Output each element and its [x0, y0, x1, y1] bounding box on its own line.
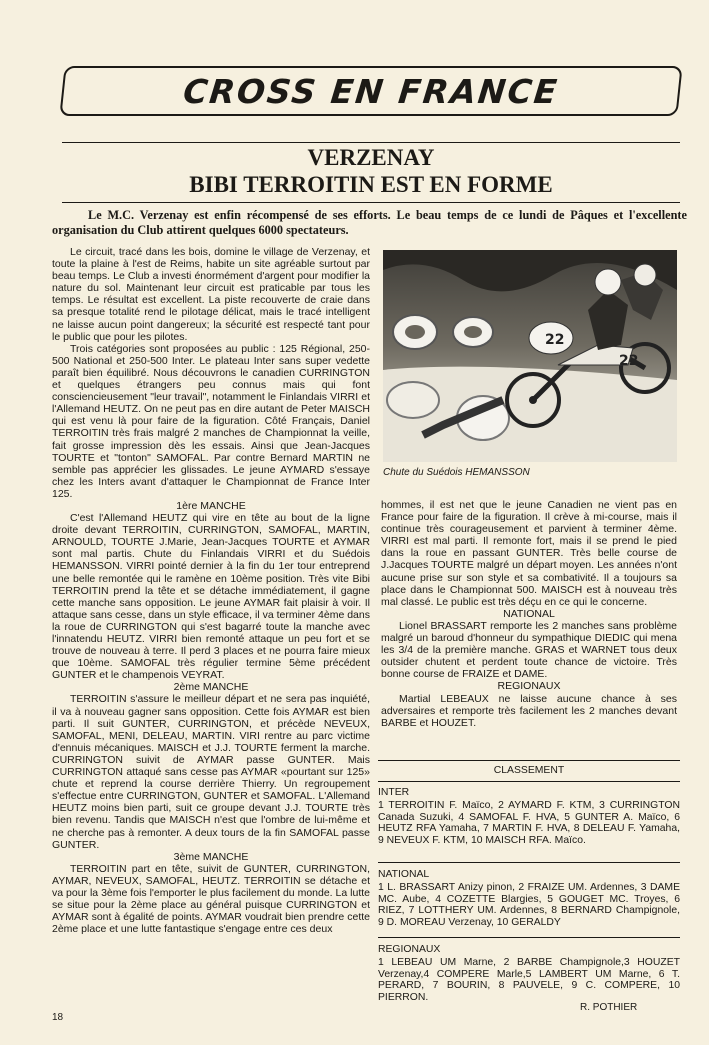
classement-inter-label: INTER: [378, 787, 410, 798]
article-paragraph: Trois catégories sont proposées au public : 125 Régional, 250-500 National et 250-500 Inter. Le plateau Inter sans super vedette paraît bien équilibré. Nous découvrons le canadien CURRINGTON et quelques étrangers peu connus mais qui font consciencieusement "leur travail", notamment le Finlandais VIRRI et l'Allemand HEUTZ. On ne peut pas en dire autant de Peter MAISCH qui est venu là pour faire de la figuration. Côté Français, Daniel TERROITIN très frais malgré 2 manches de Championnat la veille, fait grosse impression dès les essais. Ainsi que Jean-Jacques TOURTE et "tonton" SAMOFAL. Par contre Bernard MARTIN ne semble pas apprécier les glissades. Le jeune AYMARD s'essaye chez les Inters avant d'attaquer le Championnat de France Inter 125.: [52, 342, 370, 500]
headline-top-rule: [62, 142, 680, 143]
section-heading-manche-1: 1ère MANCHE: [176, 499, 246, 512]
section-heading-regionaux: REGIONAUX: [497, 680, 561, 693]
classement-inter: [378, 787, 680, 847]
classement-rule: [378, 760, 680, 761]
article-paragraph: Martial LEBEAUX ne laisse aucune chance à ses adversaires et remporte très facilement les 2 manches devant BARBE et HOUZET.: [381, 692, 677, 729]
race-photo: [383, 250, 677, 462]
lede: Le M.C. Verzenay est enfin récompensé de ses efforts. Le beau temps de ce lundi de Pâques et l'excellente organisation du Club attirent quelques 6000 spectateurs.: [52, 208, 687, 237]
section-heading-manche-3: 3ème MANCHE: [173, 850, 249, 863]
headline-location: VERZENAY: [307, 145, 435, 170]
photo-caption: Chute du Suédois HEMANSSON: [383, 467, 530, 478]
classement-rule: [378, 937, 680, 938]
right-column: [381, 499, 677, 729]
author: R. POTHIER: [580, 1002, 638, 1013]
headline-title: BIBI TERROITIN EST EN FORME: [189, 172, 553, 197]
article-paragraph: TERROITIN part en tête, suivit de GUNTER, CURRINGTON, AYMAR, NEVEUX, SAMOFAL, HEUTZ. TERROITIN se détache et va pour la 3ème fois l'emporter le plus facilement du monde. La lutte se situe pour la 2ème place au général puisque CURRINGTON et AYMAR sont à égalité de points. AYMAR voudrait bien prendre cette 2ème place et une lutte fantastique s'engage entre ces deux: [52, 862, 370, 936]
classement-title: CLASSEMENT: [493, 765, 565, 776]
article-paragraph: hommes, il est net que le jeune Canadien ne vient pas en France pour faire de la figuration. Il crève à mi-course, mais il continue très courageusement et parvient à terminer 4ème. VIRRI est mal parti. Il remonte fort, mais il se prend le pied dans la roue en passant GUNTER. Très belle course de J.Jacques TOURTE malgré un départ moyen. Les années n'ont aucune prise sur son style et sa combativité. Il a toujours sa place dans le Championnat 500. MAISCH est à nouveau très mal classé. Le public est très déçu en ce qui le concerne.: [381, 499, 677, 608]
article-paragraph: C'est l'Allemand HEUTZ qui vire en tête au bout de la ligne droite devant TERROITIN, CURRINGTON, SAMOFAL, MARTIN, ARNOULD, TOURTE J.Marie, Jean-Jacques TOURTE et AYMAR sont mal partis. Chute du Finlandais VIRRI et du Suédois HEMANSSON. VIRRI pointé dernier à la fin du 1er tour entreprend une belle remontée qui le ramène en 10ème position. Très vite Bibi TERROITIN prend la tête et se détache immédiatement, il gagne cette manche sans opposition. Le jeune AYMAR fait plaisir à voir. Il attaque sans cesse, dans un style efficace, il va terminer 4ème dans la roue de CURRINGTON qui s'est bagarré toute la manche avec l'innatendu HEUTZ. VIRRI bien remonté attaque un peu fort et se trouve de nouveau à terre. Il perd 3 places et ne pourra faire mieux que 10ème. SAMOFAL très régulier termine 5ème précédent GUNTER et le champenois VEYRAT.: [52, 512, 370, 682]
headline-bottom-rule: [62, 202, 680, 203]
photo-illustration: [383, 250, 677, 462]
photo-race-number-front: 22: [545, 332, 565, 348]
left-column: [52, 246, 370, 935]
classement-regionaux: [378, 944, 680, 1004]
article-paragraph: Le circuit, tracé dans les bois, domine le village de Verzenay, et toute la plaine à l'est de Reims, habite un site agréable surtout par beau temps. Le Club a investi énormément d'argent pour modifier la nature du sol. Maintenant leur circuit est praticable par tous les temps. Le résultat est excellent. La piste recouverte de craie dans sa presque totalité rend le pilotage délicat, mais le tracé intelligent ne laisse aucun point dangereux; la sécurité est respecté tant pour le public que pour les pilotes.: [52, 246, 370, 343]
classement-regionaux-label: REGIONAUX: [378, 944, 441, 955]
classement-national-label: NATIONAL: [378, 869, 430, 880]
classement-rule: [378, 862, 680, 863]
section-heading-national: NATIONAL: [503, 607, 555, 620]
page-number: 18: [52, 1012, 64, 1023]
classement-inter-results: 1 TERROITIN F. Maïco, 2 AYMARD F. KTM, 3 CURRINGTON Canada Suzuki, 4 SAMOFAL F. HVA, 5 GUNTER A. Maïco, 6 HEUTZ RFA Yamaha, 7 MARTIN F. HVA, 8 DELEAU F. Yamaha, 9 NEVEUX F. KTM, 10 MAISCH RFA. Maïco.: [378, 799, 680, 847]
classement-national-results: 1 L. BRASSART Anizy pinon, 2 FRAIZE UM. Ardennes, 3 DAME MC. Aube, 4 COZETTE Blargies, 5 GOUGET MC. Troyes, 6 RIEZ, 7 LOTTHERY UM. Ardennes, 8 BERNARD Champignole, 9 D. MOREAU Verzenay, 10 GERALDY: [378, 881, 680, 929]
section-heading-manche-2: 2ème MANCHE: [173, 681, 249, 694]
section-banner: CROSS EN FRANCE: [59, 66, 682, 116]
classement-national: [378, 869, 680, 929]
article-paragraph: TERROITIN s'assure le meilleur départ et ne sera pas inquiété, il va à nouveau gagner sans opposition. Cette fois AYMAR est bien parti. Il suit GUNTER, CURRINGTON, et précède NEVEUX, SAMOFAL, MENI, DELEAU, MARTIN. VIRI rentre au parc victime d'ennuis mécaniques. MAISCH et J.J. TOURTE ferment la marche. CURRINGTON suivit de AYMAR passe GUNTER. Mais CURRINGTON attaqué sans cesse pas AYMAR «pourtant sur 125» chute et reprend la course derrière Thierry. Un regroupement s'effectue entre CURRINGTON, GUNTER et SAMOFAL. L'Allemand HEUTZ moins bien parti, suit ce groupe devant J.J. TOURTE très bien revenu. Tandis que MAISCH n'est que l'ombre de lui-même et ne cherche pas à remonter. A deux tours de la fin SAMOFAL passe GUNTER.: [52, 693, 370, 851]
photo-race-number-back: 22: [619, 353, 639, 369]
classement-rule: [378, 781, 680, 782]
article-paragraph: Lionel BRASSART remporte les 2 manches sans problème malgré un baroud d'honneur du sympathique DIEDIC qui mena les 3/4 de la première manche. GRAS et WARNET tous deux outsider chutent et perdent toute chance de victoire. Très bonne course de FRAIZE et DAME.: [381, 619, 677, 681]
classement-regionaux-results: 1 LEBEAU UM Marne, 2 BARBE Champignole,3 HOUZET Verzenay,4 COMPERE Marle,5 LAMBERT UM Marne, 6 T. PERARD, 7 BOURIN, 8 PAUVELE, 9 C. COMPERE, 10 PIERRON.: [378, 956, 680, 1004]
